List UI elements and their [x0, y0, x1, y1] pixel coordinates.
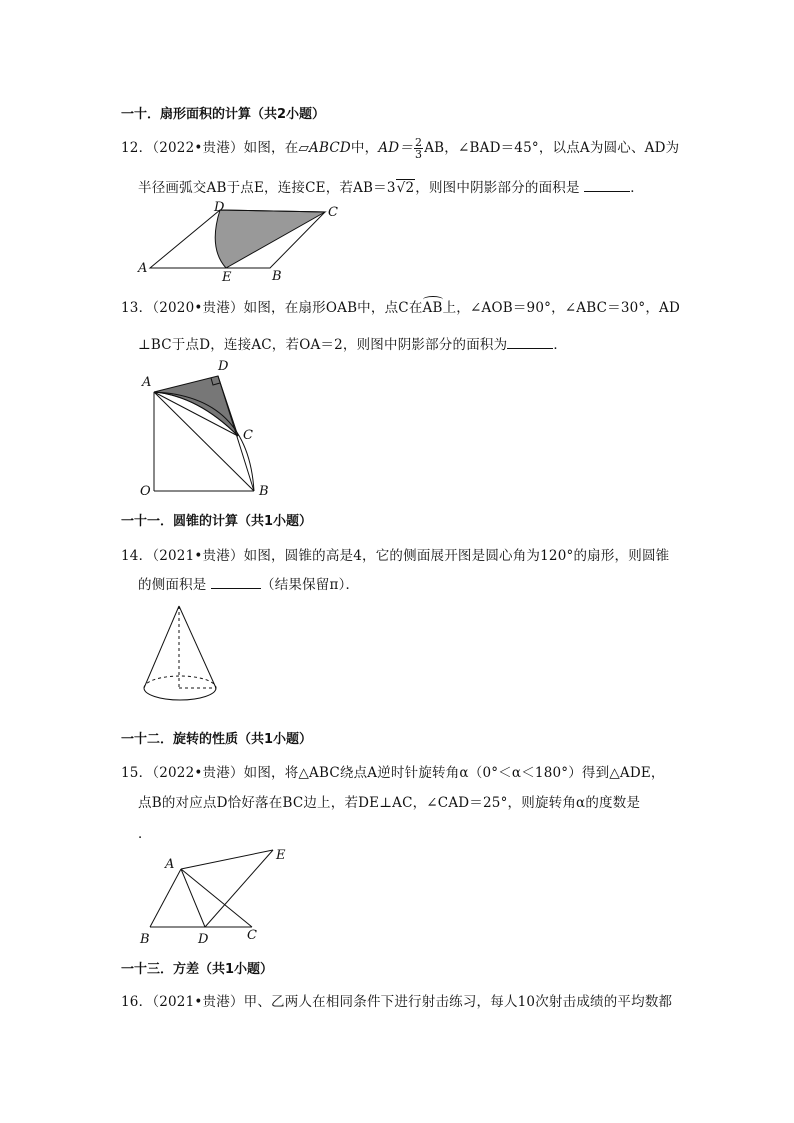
q12-label-e: E — [222, 270, 232, 285]
q12-text-g: ，则图中阴影部分的面积是 — [415, 180, 580, 196]
q12-label-d: D — [214, 200, 225, 215]
q14-text-a: 的侧面积是 — [138, 577, 207, 593]
q12-line-1 — [121, 136, 679, 160]
q12-line-2 — [138, 176, 644, 196]
q12-sqrt-value: 2 — [405, 180, 415, 196]
q16-line-1: 16．（2021•贵港）甲、乙两人在相同条件下进行射击练习，每人10次射击成绩的平均数都 — [121, 994, 673, 1010]
q12-figure — [130, 198, 350, 288]
q14-cone-left-edge — [144, 606, 179, 688]
q13-label-o: O — [140, 484, 151, 499]
q13-line-1 — [121, 296, 680, 316]
q15-label-e: E — [276, 848, 286, 863]
q13-text-d: ． — [553, 337, 568, 353]
q13-label-b: B — [259, 484, 269, 499]
q15-label-c: C — [247, 928, 257, 943]
q12-label-b: B — [272, 269, 282, 284]
section-heading-11: 一十一．圆锥的计算（共1小题） — [121, 514, 313, 529]
q13-label-a: A — [142, 375, 152, 390]
q15-label-b: B — [140, 932, 150, 947]
q15-ad — [181, 869, 205, 927]
q12-frac-num: 2 — [415, 136, 423, 149]
q12-text-d: AD＝ — [378, 140, 414, 156]
q14-line-1: 14．（2021•贵港）如图，圆锥的高是4，它的侧面展开图是圆心角为120°的扇形，则圆锥 — [121, 548, 670, 564]
q12-text-e: AB，∠BAD＝45°，以点A为圆心、AD为 — [424, 140, 680, 156]
q12-text-f: 半径画弧交AB于点E，连接CE，若AB＝3 — [138, 180, 396, 196]
q15-label-d: D — [198, 932, 209, 947]
q12-fraction — [414, 137, 423, 160]
q15-label-a: A — [165, 857, 175, 872]
q15-ab — [150, 869, 181, 927]
section-heading-12: 一十二．旋转的性质（共1小题） — [121, 732, 313, 747]
q13-shaded-region — [154, 376, 238, 436]
q13-label-d: D — [218, 359, 229, 374]
q15-line-1: 15．（2022•贵港）如图，将△ABC绕点A逆时针旋转角α（0°＜α＜180°）得到△ADE， — [121, 765, 665, 781]
q12-parallelogram: ▱ABCD — [298, 140, 351, 156]
q14-line-2 — [138, 573, 359, 593]
q12-label-a: A — [138, 261, 148, 276]
q13-arc-ab: AB — [422, 300, 443, 316]
q12-shaded-region — [215, 210, 325, 268]
q15-line-2: 点B的对应点D恰好落在BC边上，若DE⊥AC，∠CAD＝25°，则旋转角α的度数是 — [138, 795, 641, 811]
q12-label-c: C — [328, 205, 338, 220]
q15-ac — [181, 869, 252, 927]
q15-figure — [135, 845, 305, 945]
q13-text-c: ⊥BC于点D，连接AC，若OA＝2，则图中阴影部分的面积为 — [138, 337, 508, 353]
q12-sqrt: √2 — [396, 180, 415, 196]
q14-cone-figure — [140, 600, 225, 710]
q13-line-2 — [138, 333, 567, 353]
q13-text-a: 13．（2020•贵港）如图，在扇形OAB中，点C在 — [121, 300, 423, 316]
q15-line-3: ． — [138, 826, 152, 842]
q14-cone-base-front — [144, 688, 216, 700]
q13-label-c: C — [243, 428, 253, 443]
q12-text-c: 中， — [350, 140, 379, 156]
q12-frac-den: 3 — [415, 148, 423, 161]
q12-answer-blank[interactable] — [584, 179, 630, 192]
q14-answer-blank[interactable] — [211, 576, 261, 589]
q12-text-a: 12．（2022•贵港）如图，在 — [121, 140, 299, 156]
q12-text-h: ． — [630, 180, 644, 196]
q14-text-b: （结果保留π）． — [261, 577, 360, 593]
section-heading-10: 一十．扇形面积的计算（共2小题） — [121, 107, 326, 122]
section-heading-13: 一十三．方差（共1小题） — [121, 962, 274, 977]
q13-answer-blank[interactable] — [507, 336, 553, 349]
q13-figure — [138, 356, 278, 501]
q14-cone-base-back — [144, 676, 216, 688]
q13-text-b: 上，∠AOB＝90°，∠ABC＝30°，AD — [442, 300, 681, 316]
